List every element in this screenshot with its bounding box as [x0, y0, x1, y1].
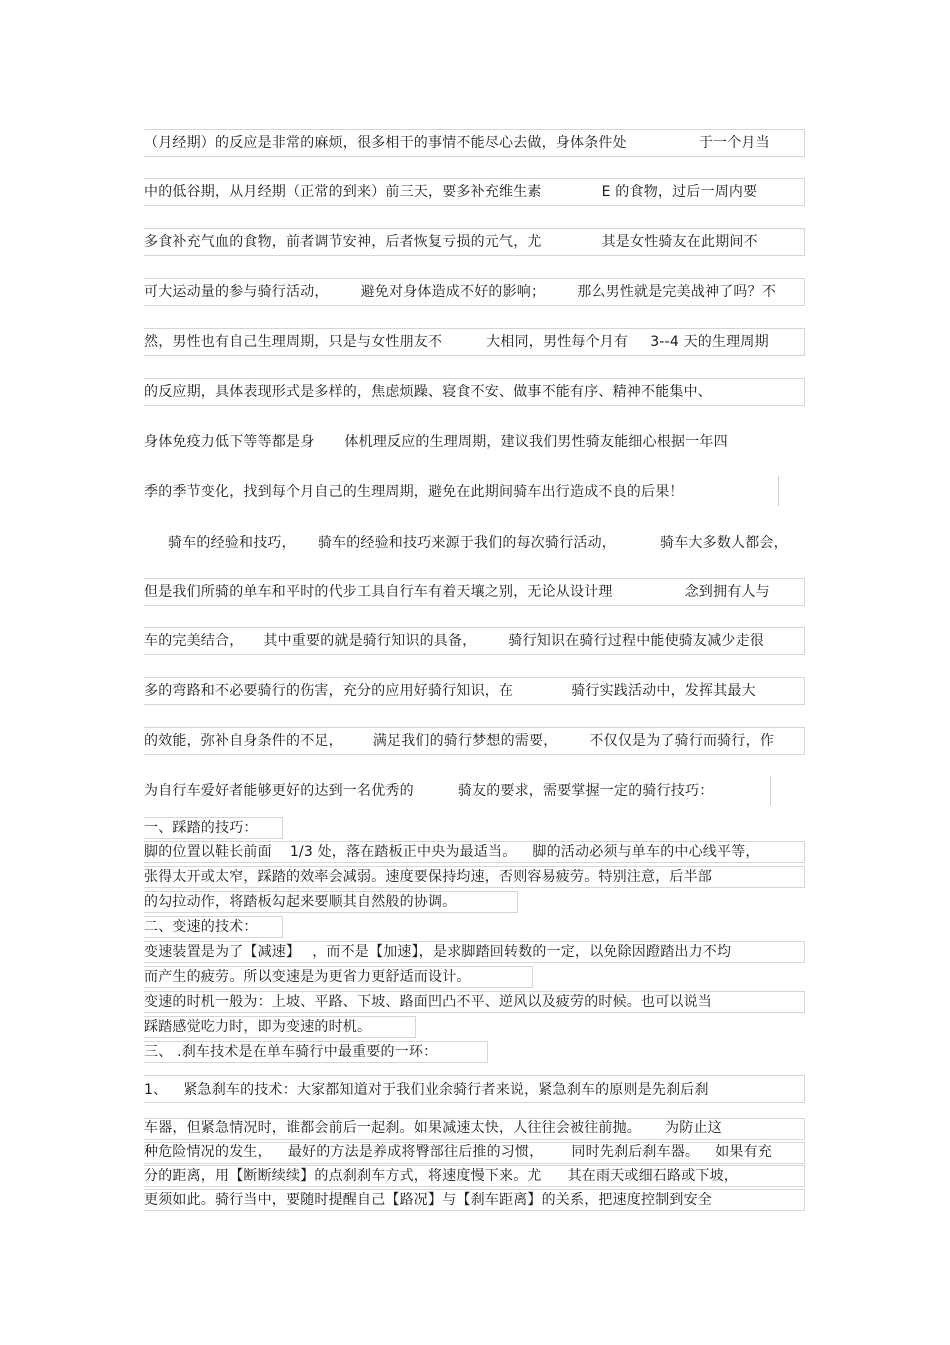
text-line [144, 1142, 772, 1162]
text-segment: 念到拥有人与 [684, 584, 770, 600]
text-segment: 1、 [144, 1082, 168, 1098]
text-segment: 车器，但紧急情况时，谁都会前后一起刹。如果减速太快，人往往会被往前抛。 [144, 1120, 641, 1136]
row-tick [770, 776, 771, 806]
text-line [144, 1190, 712, 1210]
text-line [144, 382, 712, 402]
text-segment: 然，男性也有自己生理周期，只是与女性朋友不 [144, 334, 443, 350]
text-line [144, 731, 774, 751]
text-segment: 紧急刹车的技术：大家都知道对于我们业余骑行者来说，紧急刹车的原则是先刹后刹 [183, 1082, 709, 1098]
text-segment: 脚的活动必须与单车的中心线平等， [532, 844, 760, 860]
text-segment: 多食补充气血的食物，前者调节安神，后者恢复亏损的元气，尤 [144, 234, 542, 250]
text-segment: 可大运动量的参与骑行活动， [144, 284, 329, 300]
text-segment: 如果有充 [715, 1144, 773, 1160]
text-segment: 的勾拉动作，将踏板勾起来要顺其自然般的协调。 [144, 894, 457, 910]
text-segment: （月经期）的反应是非常的麻烦，很多相干的事情不能尽心去做，身体条件处 [144, 135, 627, 151]
text-line [144, 432, 728, 452]
section-title [144, 818, 258, 838]
text-segment: 骑车的经验和技巧， [168, 535, 296, 551]
text-segment: 大相同，男性每个月有 [486, 334, 629, 350]
text-line [144, 232, 758, 252]
text-segment: 骑车的经验和技巧来源于我们的每次骑行活动， [317, 535, 617, 551]
text-line [144, 582, 770, 602]
text-segment: 同时先刹后刹车器。 [571, 1144, 700, 1160]
text-line [144, 942, 731, 962]
section-title [144, 1042, 437, 1062]
text-segment: 骑友的要求，需要掌握一定的骑行技巧： [457, 783, 714, 799]
text-line [144, 282, 776, 302]
text-segment: 骑车大多数人都会， [660, 535, 788, 551]
text-segment: 3--4 天的生理周期 [650, 334, 769, 350]
text-segment: ，而不是【加速】，是求脚踏回转数的一定，以免除因蹬踏出力不均 [312, 944, 732, 960]
text-segment: 骑行知识在骑行过程中能使骑友减少走很 [508, 633, 765, 649]
text-segment: 不仅仅是为了骑行而骑行，作 [589, 733, 775, 749]
text-segment: 更须如此。骑行当中，要随时提醒自己【路况】与【刹车距离】的关系，把速度控制到安全 [144, 1192, 712, 1208]
text-segment: 的效能，弥补自身条件的不足， [144, 733, 343, 749]
text-segment: 于一个月当 [698, 135, 770, 151]
text-segment: 而产生的疲劳。所以变速是为更省力更舒适而设计。 [144, 969, 471, 985]
text-line [144, 867, 712, 887]
text-segment: 脚的位置以鞋长前面 [144, 844, 272, 860]
text-segment: 身体免疫力低下等等都是身 [144, 434, 315, 450]
text-line [144, 681, 756, 701]
text-segment: 分的距离，用【断断续续】的点刹刹车方式，将速度慢下来。尤 [144, 1168, 542, 1184]
text-segment: 但是我们所骑的单车和平时的代步工具自行车有着天壤之别，无论从设计理 [144, 584, 613, 600]
text-segment: 变速装置是为了【减速】 [144, 944, 301, 960]
text-line [144, 781, 713, 801]
text-segment: 最好的方法是养成将臀部往后推的习惯， [287, 1144, 544, 1160]
text-segment: 季的季节变化，找到每个月自己的生理周期，避免在此期间骑车出行造成不良的后果！ [144, 484, 684, 500]
text-segment: 种危险情况的发生， [144, 1144, 272, 1160]
text-line [144, 967, 471, 987]
row-tick [778, 476, 779, 506]
text-line [144, 182, 757, 202]
text-line [144, 1166, 738, 1186]
text-segment: 体机理反应的生理周期，建议我们男性骑友能细心根据一年四 [344, 434, 728, 450]
text-segment: 三、 .刹车技术是在单车骑行中最重要的一环： [144, 1044, 438, 1060]
text-segment: 那么男性就是完美战神了吗？不 [577, 284, 777, 300]
text-segment: 满足我们的骑行梦想的需要， [372, 733, 558, 749]
text-segment: 为防止这 [665, 1120, 722, 1136]
text-segment: 张得太开或太窄，踩踏的效率会减弱。速度要保持均速，否则容易疲劳。特别注意，后半部 [144, 869, 712, 885]
text-segment: E 的食物，过后一周内要 [601, 184, 758, 200]
text-line [144, 133, 770, 153]
text-line [144, 842, 760, 862]
text-line [144, 631, 764, 651]
text-line [144, 1080, 709, 1100]
text-segment: 多的弯路和不必要骑行的伤害，充分的应用好骑行知识，在 [144, 683, 514, 699]
text-line [144, 992, 712, 1012]
text-line [144, 482, 684, 502]
text-segment: 的反应期，具体表现形式是多样的，焦虑烦躁、寝食不安、做事不能有序、精神不能集中、 [144, 384, 712, 400]
text-line [144, 1118, 722, 1138]
text-segment: 车的完美结合， [144, 633, 244, 649]
text-line [144, 332, 769, 352]
text-segment: 变速的时机一般为：上坡、平路、下坡、路面凹凸不平、逆风以及疲劳的时候。也可以说当 [144, 994, 712, 1010]
section-title [144, 917, 258, 937]
text-line [168, 533, 788, 553]
text-segment: 二、变速的技术： [144, 919, 258, 935]
text-segment: 其中重要的就是骑行知识的具备， [263, 633, 477, 649]
text-segment: 骑行实践活动中，发挥其最大 [571, 683, 756, 699]
text-segment: 其是女性骑友在此期间不 [601, 234, 758, 250]
text-segment: 避免对身体造成不好的影响； [360, 284, 546, 300]
text-line [144, 1017, 371, 1037]
text-segment: 踩踏感觉吃力时，即为变速的时机。 [144, 1019, 372, 1035]
text-segment: 一、踩踏的技巧： [144, 820, 258, 836]
text-segment: 中的低谷期，从月经期（正常的到来）前三天，要多补充维生素 [144, 184, 542, 200]
text-segment: 为自行车爱好者能够更好的达到一名优秀的 [144, 783, 414, 799]
text-segment: 1/3 处，落在踏板正中央为最适当。 [289, 844, 517, 860]
text-line [144, 892, 456, 912]
text-segment: 其在雨天或细石路或下坡， [567, 1168, 739, 1184]
